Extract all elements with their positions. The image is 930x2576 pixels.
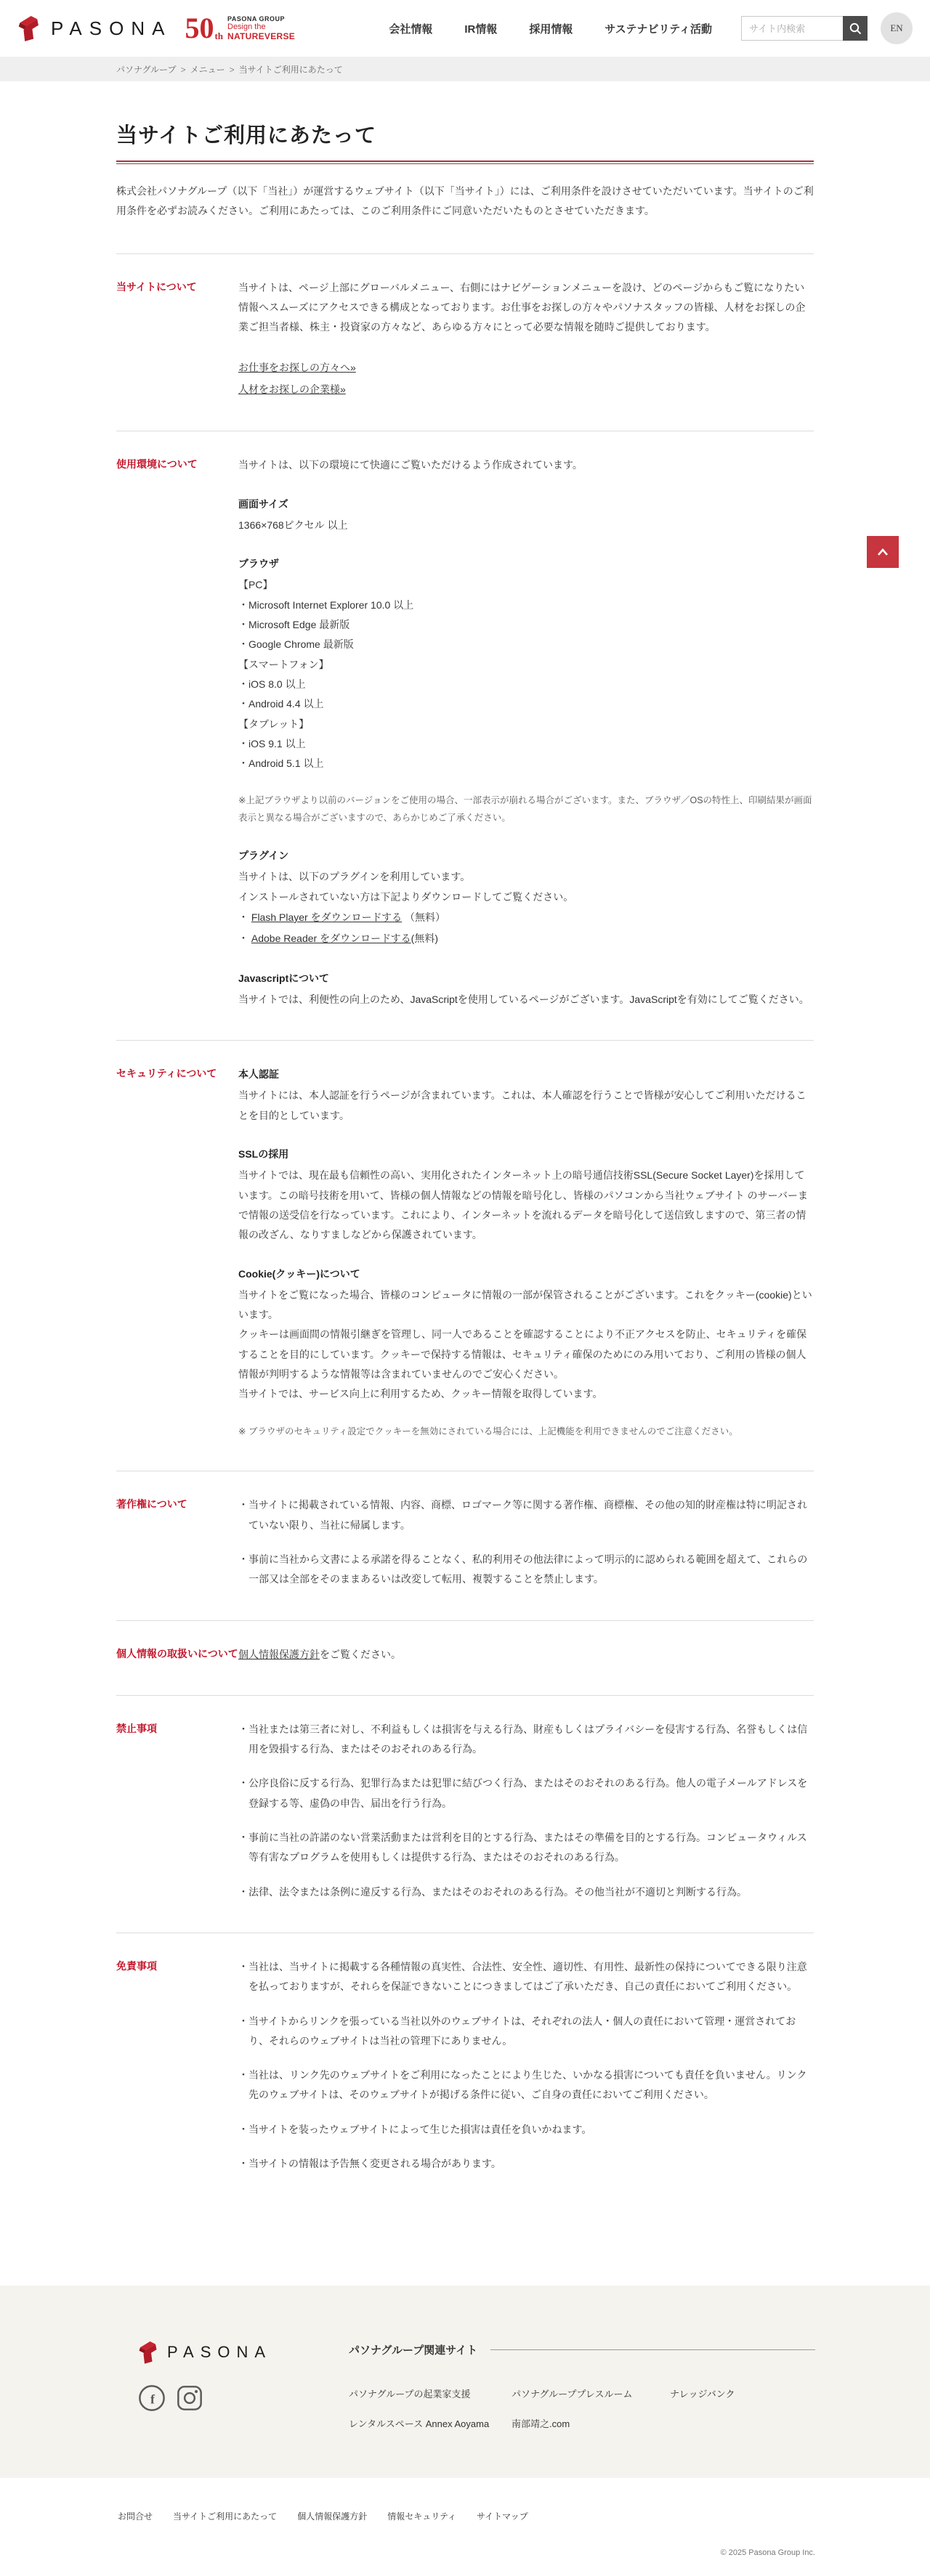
sub-heading: SSLの採用 — [238, 1148, 289, 1161]
brand-wordmark: PASONA — [167, 2343, 272, 2362]
main-nav — [389, 21, 712, 36]
terms-section — [116, 253, 814, 431]
text-line: ・iOS 8.0 以上 — [238, 678, 306, 690]
breadcrumb — [116, 63, 343, 76]
search-button[interactable] — [843, 16, 868, 41]
pasona-logo-icon — [138, 2339, 160, 2365]
link-group — [238, 357, 814, 400]
section-label: 禁止事項 — [116, 1722, 157, 1734]
section-body — [238, 1643, 814, 1665]
nav-item[interactable]: サステナビリティ活動 — [604, 23, 712, 36]
breadcrumb-separator: > — [180, 64, 186, 75]
sub-heading: 画面サイズ — [238, 497, 288, 510]
terms-section — [116, 1933, 814, 2204]
related-sites-heading: パソナグループ関連サイト — [349, 2344, 478, 2357]
sub-heading: 本人認証 — [238, 1068, 279, 1081]
note-text: ※ ブラウザのセキュリティ設定でクッキーを無効にされている場合には、上記機能を利用できませんのでご注意ください。 — [238, 1426, 738, 1437]
bullet-item: ・ 当社は、リンク先のウェブサイトをご利用になったことにより生じた、いかなる損害についても責任を負いません。リンク先のウェブサイトは、そのウェブサイトが掲げる条件に従い、ご自身の責任においてご利用ください。 — [238, 2065, 814, 2105]
bullet-list — [238, 1720, 814, 1902]
social-links — [138, 2384, 349, 2412]
bullet-mark: ・ — [238, 933, 251, 945]
anniversary-logo — [185, 14, 295, 43]
search-input[interactable] — [741, 16, 843, 41]
bottom-bar — [0, 2478, 930, 2576]
related-site-link[interactable]: レンタルスペース Annex Aoyama — [349, 2418, 490, 2430]
breadcrumb-bar — [0, 57, 930, 81]
facebook-icon — [138, 2384, 166, 2412]
brand-wordmark: PASONA — [51, 17, 172, 39]
paragraph: 当サイトでは、利便性の向上のため、JavaScriptを使用しているページがございます。JavaScriptを有効にしてご覧ください。 — [238, 993, 809, 1005]
text-line: 【タブレット】 — [238, 718, 310, 730]
text: をご覧ください。 — [320, 1648, 401, 1660]
note-text: ※上記ブラウザより以前のバージョンをご使用の場合、一部表示が崩れる場合がございます。また、ブラウザ／OSの特性上、印刷結果が画面表示と異なる場合がございますので、あらかじめご了承ください。 — [238, 795, 812, 824]
terms-section — [116, 1620, 814, 1695]
pasona-logo-link[interactable] — [17, 14, 295, 43]
bullet-item: ・ 当社は、当サイトに掲載する各種情報の真実性、合法性、安全性、適切性、有用性、最新性の保持についてできる限り注意を払っておりますが、それらを保証できないことにつきましてはご了承いただき、自己の責任においてご利用ください。 — [238, 1957, 814, 1997]
title-divider — [116, 161, 814, 164]
bullet-list — [238, 1495, 814, 1589]
breadcrumb-item[interactable]: パソナグループ — [116, 64, 177, 75]
anniversary-line1: PASONA GROUP — [227, 15, 286, 23]
divider-line — [490, 2349, 815, 2350]
text-line: ・Android 4.4 以上 — [238, 698, 324, 710]
section-label: セキュリティについて — [116, 1068, 217, 1080]
text-line: ・Microsoft Edge 最新版 — [238, 619, 350, 631]
footer-nav-link[interactable]: サイトマップ — [477, 2511, 528, 2522]
paragraph: 当サイトをご覧になった場合、皆様のコンピュータに情報の一部が保管されることがございます。これをクッキー(cookie)といいます。 — [238, 1288, 812, 1321]
footer-left — [138, 2339, 349, 2430]
anniversary-line2: Design the — [227, 22, 266, 31]
privacy-policy-link[interactable]: 個人情報保護方針 — [238, 1648, 320, 1660]
bullet-item: ・ 法律、法令または条例に違反する行為、またはそのおそれのある行為。その他当社が不適切と判断する行為。 — [238, 1882, 814, 1902]
text-line: インストールされていない方は下記よりダウンロードしてご覧ください。 — [238, 890, 574, 903]
language-button[interactable]: EN — [881, 12, 913, 44]
svg-text:f: f — [150, 2392, 155, 2407]
text-line: 1366×768ピクセル 以上 — [238, 519, 348, 531]
download-link-line — [238, 907, 814, 928]
download-link[interactable]: Adobe Reader をダウンロードする — [251, 933, 411, 945]
text-line: 当サイトは、以下のプラグインを利用しています。 — [238, 871, 471, 883]
chevron-up-icon — [874, 544, 891, 560]
terms-section — [116, 1471, 814, 1620]
download-link[interactable]: Flash Player をダウンロードする — [251, 911, 403, 923]
main-content — [116, 119, 814, 2204]
anniversary-50: 50th — [185, 12, 223, 44]
sub-heading: Cookie(クッキー)について — [238, 1267, 360, 1280]
section-body — [238, 1718, 814, 1902]
terms-section — [116, 1695, 814, 1933]
footer-nav-link[interactable]: 情報セキュリティ — [387, 2511, 457, 2522]
text-link[interactable]: お仕事をお探しの方々へ» — [238, 362, 356, 374]
bullet-list — [238, 1957, 814, 2174]
text-line: ・iOS 9.1 以上 — [238, 737, 306, 749]
footer-logo-link[interactable] — [138, 2339, 349, 2365]
breadcrumb-item: メニュー — [190, 64, 225, 75]
site-header — [0, 0, 930, 57]
paragraph: 当サイトは、以下の環境にて快適にご覧いただけるよう作成されています。 — [238, 459, 583, 471]
sections — [116, 253, 814, 2205]
related-site-link[interactable]: パソナグループプレスルーム — [512, 2389, 633, 2400]
related-links — [349, 2386, 815, 2430]
instagram-icon — [176, 2384, 203, 2412]
scroll-to-top-button[interactable] — [867, 536, 899, 568]
paragraph — [238, 1645, 814, 1665]
section-label: 使用環境について — [116, 458, 198, 471]
paragraph: 当サイトでは、現在最も信頼性の高い、実用化されたインターネット上の暗号通信技術SSL(Secure Socket Layer)を採用しています。この暗号技術を用いて、皆様の個人情報などの情報を暗号化し、皆様のパソコンから当社ウェブサイト のサーバーまで情報の送受信を行なっています。これにより、インターネットを流れるデータを暗号化して送信致しますので、第三者の情報の改ざん、なりすましなどから保護されています。 — [238, 1169, 808, 1241]
bullet-item: ・ 当サイトに掲載されている情報、内容、商標、ロゴマーク等に関する著作権、商標権、その他の知的財産権は特に明記されていない限り、当社に帰属します。 — [238, 1495, 814, 1535]
instagram-link[interactable] — [176, 2384, 203, 2412]
paragraph: クッキーは画面間の情報引継ぎを管理し、同一人であることを確認することにより不正アクセスを防止、セキュリティを確保することを目的にしています。クッキーで保持する情報は、セキュリティ確保のためにのみ用いており、ご利用の皆様の個人情報が判明するような情報等は含まれていませんのでご安心ください。 — [238, 1328, 807, 1381]
copyright: © 2025 Pasona Group Inc. — [720, 2548, 815, 2558]
sub-heading: Javascriptについて — [238, 972, 329, 984]
section-label: 当サイトについて — [116, 280, 197, 293]
related-site-link[interactable]: ナレッジバンク — [670, 2389, 735, 2400]
section-label: 著作権について — [116, 1498, 187, 1511]
paragraph: 当サイトでは、サービス向上に利用するため、クッキー情報を取得しています。 — [238, 1388, 603, 1400]
nav-item[interactable]: IR情報 — [464, 23, 498, 36]
sub-heading: ブラウザ — [238, 558, 279, 570]
section-body — [238, 453, 814, 1009]
nav-item[interactable]: 採用情報 — [529, 23, 573, 36]
bullet-item: ・ 当社または第三者に対し、不利益もしくは損害を与える行為、財産もしくはプライバシーを侵害する行為、名誉もしくは信用を毀損する行為、またはそのおそれのある行為。 — [238, 1720, 814, 1760]
sub-heading: プラグイン — [238, 849, 289, 861]
breadcrumb-item: 当サイトご利用にあたって — [238, 64, 343, 75]
section-label: 個人情報の取扱いについて — [116, 1647, 238, 1659]
link-suffix: （無料） — [402, 911, 446, 923]
bullet-mark: ・ — [238, 911, 251, 923]
text-line: 【PC】 — [238, 579, 273, 591]
text-line: 【スマートフォン】 — [238, 658, 329, 670]
intro-paragraph: 株式会社パソナグループ（以下「当社」）が運営するウェブサイト（以下「当サイト」）には、ご利用条件を設けさせていただいています。当サイトのご利用条件を必ずお読みください。ご利用にあたっては、このご利用条件にご同意いただいたものとさせていただきます。 — [116, 185, 814, 217]
text-line: ・Microsoft Internet Explorer 10.0 以上 — [238, 598, 414, 611]
section-body — [238, 1063, 814, 1440]
terms-section — [116, 1040, 814, 1471]
section-label: 免責事項 — [116, 1959, 157, 1972]
site-footer — [0, 2286, 930, 2478]
paragraph: 当サイトは、ページ上部にグローバルメニュー、右側にはナビゲーションメニューを設け、どのページからもご覧になりたい情報へスムーズにアクセスできる構成となっております。お仕事をお探しの方々やパソナスタッフの皆様、人材をお探しの企業ご担当者様、株主・投資家の方々など、あらゆる方々にとって必要な情報を随時ご提供しております。 — [238, 281, 806, 333]
page-title: 当サイトご利用にあたって — [116, 124, 376, 147]
bullet-item: ・ 事前に当社の許諾のない営業活動または営利を目的とする行為、またはその準備を目的とする行為。コンピュータウィルス等有害なプログラムを使用もしくは提供する行為、またはそのおそれのある行為。 — [238, 1828, 814, 1868]
terms-section — [116, 431, 814, 1040]
section-body — [238, 1493, 814, 1589]
pasona-logo-icon — [17, 14, 42, 43]
nav-item[interactable]: 会社情報 — [389, 23, 433, 36]
bullet-item: ・ 公序良俗に反する行為、犯罪行為または犯罪に結びつく行為、またはそのおそれのある行為。他人の電子メールアドレスを登録する等、虚偽の申告、届出を行う行為。 — [238, 1773, 814, 1813]
search-box — [741, 16, 868, 41]
text-line: ・Google Chrome 最新版 — [238, 638, 354, 651]
facebook-link[interactable] — [138, 2384, 166, 2412]
related-site-link[interactable]: パソナグループの起業家支援 — [349, 2389, 471, 2400]
footer-nav-link[interactable]: 当サイトご利用にあたって — [173, 2511, 278, 2522]
bullet-item: ・ 事前に当社から文書による承諾を得ることなく、私的利用その他法律によって明示的に認められる範囲を超えて、これらの一部又は全部をそのままあるいは改変して転用、複製することを禁止します。 — [238, 1550, 814, 1590]
text-link[interactable]: 人材をお探しの企業様» — [238, 383, 346, 395]
related-links-row — [349, 2386, 815, 2400]
section-body — [238, 276, 814, 401]
related-site-link[interactable]: 南部靖之.com — [512, 2418, 570, 2430]
breadcrumb-separator: > — [229, 64, 235, 75]
search-icon — [848, 21, 862, 36]
anniversary-line3: NATUREVERSE — [227, 31, 296, 41]
paragraph: 当サイトには、本人認証を行うページが含まれています。これは、本人確認を行うことで皆様が安心してご利用いただけることを目的としています。 — [238, 1089, 806, 1121]
bullet-item: ・ 当サイトを装ったウェブサイトによって生じた損害は責任を負いかねます。 — [238, 2120, 814, 2140]
footer-right — [349, 2339, 930, 2430]
link-suffix: (無料) — [411, 933, 438, 945]
footer-nav-link[interactable]: お問合せ — [118, 2511, 153, 2522]
footer-nav-link[interactable]: 個人情報保護方針 — [297, 2511, 368, 2522]
bottom-links — [118, 2510, 930, 2522]
download-link-line — [238, 928, 814, 949]
bullet-item: ・ 当サイトの情報は予告無く変更される場合があります。 — [238, 2154, 814, 2174]
bullet-item: ・ 当サイトからリンクを張っている当社以外のウェブサイトは、それぞれの法人・個人の責任において管理・運営されており、それらのウェブサイトは当社の管理下にありません。 — [238, 2012, 814, 2052]
text-line: ・Android 5.1 以上 — [238, 757, 324, 770]
section-body — [238, 1955, 814, 2174]
related-links-row — [349, 2416, 815, 2430]
